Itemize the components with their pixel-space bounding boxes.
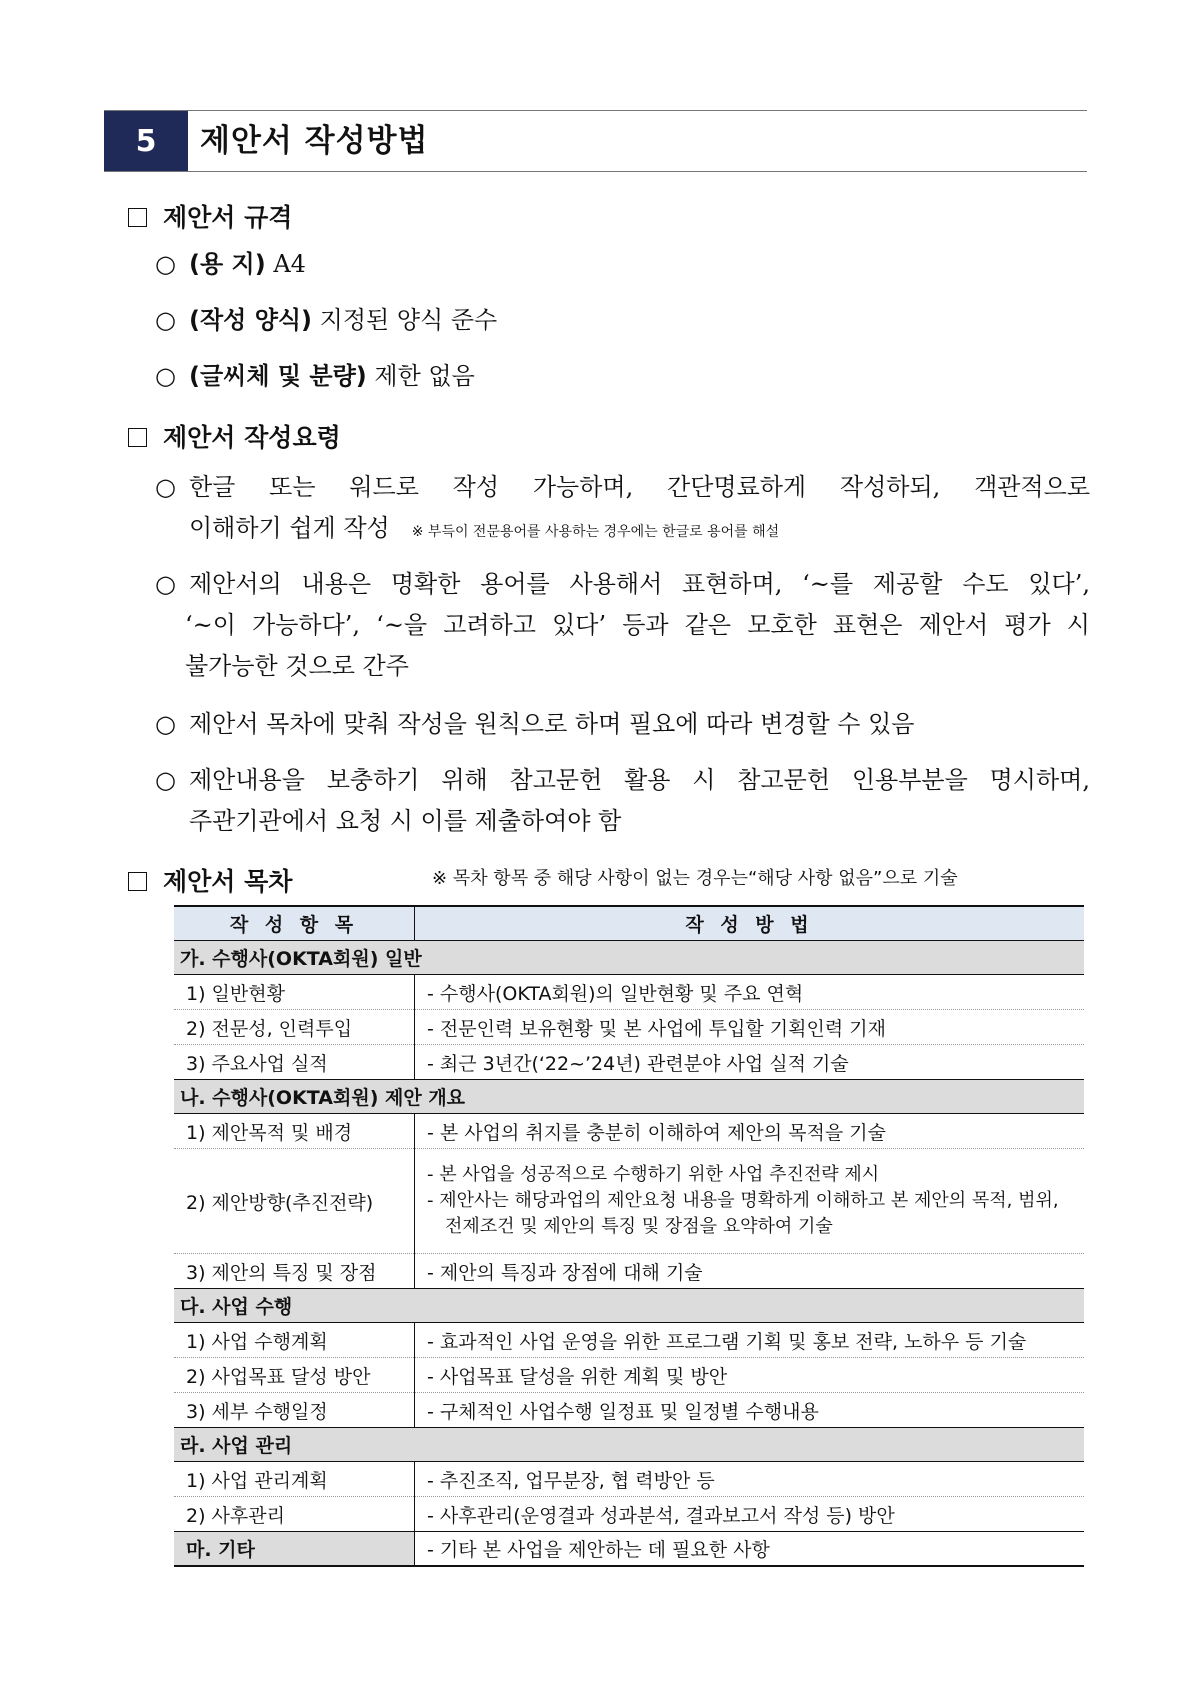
toc-note: ※ 목차 항목 중 해당 사항이 없는 경우는“해당 사항 없음”으로 기술 — [432, 868, 958, 889]
guide-item-2: ○ 제안서의 내용은 명확한 용어를 사용해서 표현하며, ‘~를 제공할 수도 있다’, ‘~이 가능하다’, ‘~을 고려하고 있다’ 등과 같은 모호한 표현은 제안서 평가 시 불가능한 것으로 간주 — [155, 564, 1090, 687]
table-row: 1) 사업 수행계획 - 효과적인 사업 운영을 위한 프로그램 기획 및 홍보 전략, 노하우 등 기술 — [174, 1323, 1084, 1358]
table-row: 2) 제안방향(추진전략) - 본 사업을 성공적으로 수행하기 위한 사업 추진전략 제시 - 제안사는 해당과업의 제안요청 내용을 명확하게 이해하고 본 제안의 목적, 범위, 전제조건 및 제안의 특징 및 장점을 요약하여 기술 — [174, 1149, 1084, 1254]
spec-item-paper: ○ (용 지) A4 — [155, 244, 306, 285]
table-row: 마. 기타 - 기타 본 사업을 제안하는 데 필요한 사항 — [174, 1532, 1084, 1567]
circle-bullet-icon: ○ — [155, 473, 176, 501]
guide-item-4: ○ 제안내용을 보충하기 위해 참고문헌 활용 시 참고문헌 인용부분을 명시하며, 주관기관에서 요청 시 이를 제출하여야 함 — [155, 760, 1090, 842]
circle-bullet-icon: ○ — [155, 250, 176, 278]
section-number: 5 — [104, 111, 188, 171]
section-header — [104, 110, 1087, 172]
table-row: 3) 주요사업 실적 - 최근 3년간(‘22~’24년) 관련분야 사업 실적 기술 — [174, 1045, 1084, 1080]
toc-table — [174, 905, 1084, 1567]
guide-heading: 제안서 작성요령 — [128, 418, 341, 454]
category-da: 다. 사업 수행 — [174, 1289, 1084, 1323]
category-ma: 마. 기타 — [174, 1532, 415, 1567]
table-row: 2) 사업목표 달성 방안 - 사업목표 달성을 위한 계획 및 방안 — [174, 1358, 1084, 1393]
table-row: 1) 일반현황 - 수행사(OKTA회원)의 일반현황 및 주요 연혁 — [174, 975, 1084, 1010]
table-row: 3) 제안의 특징 및 장점 - 제안의 특징과 장점에 대해 기술 — [174, 1254, 1084, 1289]
checkbox-square-icon — [128, 428, 147, 447]
column-header-method: 작 성 방 법 — [415, 906, 1085, 941]
circle-bullet-icon: ○ — [155, 570, 176, 598]
table-row: 3) 세부 수행일정 - 구체적인 사업수행 일정표 및 일정별 수행내용 — [174, 1393, 1084, 1428]
circle-bullet-icon: ○ — [155, 362, 176, 390]
table-row: 2) 사후관리 - 사후관리(운영결과 성과분석, 결과보고서 작성 등) 방안 — [174, 1497, 1084, 1532]
toc-heading: 제안서 목차 — [128, 862, 292, 898]
spec-item-format: ○ (작성 양식) 지정된 양식 준수 — [155, 300, 497, 341]
checkbox-square-icon — [128, 208, 147, 227]
column-header-item: 작 성 항 목 — [174, 906, 415, 941]
circle-bullet-icon: ○ — [155, 766, 176, 794]
table-row: 1) 제안목적 및 배경 - 본 사업의 취지를 충분히 이해하여 제안의 목적을 기술 — [174, 1114, 1084, 1149]
spec-item-font: ○ (글씨체 및 분량) 제한 없음 — [155, 356, 475, 397]
category-na: 나. 수행사(OKTA회원) 제안 개요 — [174, 1080, 1084, 1114]
guide-item-1: ○ 한글 또는 워드로 작성 가능하며, 간단명료하게 작성하되, 객관적으로 이해하기 쉽게 작성 ※ 부득이 전문용어를 사용하는 경우에는 한글로 용어를 해설 — [155, 467, 1090, 553]
table-row: 1) 사업 관리계획 - 추진조직, 업무분장, 협 력방안 등 — [174, 1462, 1084, 1497]
table-row: 2) 전문성, 인력투입 - 전문인력 보유현황 및 본 사업에 투입할 기획인력 기재 — [174, 1010, 1084, 1045]
circle-bullet-icon: ○ — [155, 306, 176, 334]
category-ga: 가. 수행사(OKTA회원) 일반 — [174, 941, 1084, 975]
checkbox-square-icon — [128, 872, 147, 891]
section-title: 제안서 작성방법 — [200, 123, 429, 159]
circle-bullet-icon: ○ — [155, 710, 176, 738]
spec-heading: 제안서 규격 — [128, 198, 292, 234]
guide-item-3: ○ 제안서 목차에 맞춰 작성을 원칙으로 하며 필요에 따라 변경할 수 있음 — [155, 704, 1090, 745]
category-ra: 라. 사업 관리 — [174, 1428, 1084, 1462]
